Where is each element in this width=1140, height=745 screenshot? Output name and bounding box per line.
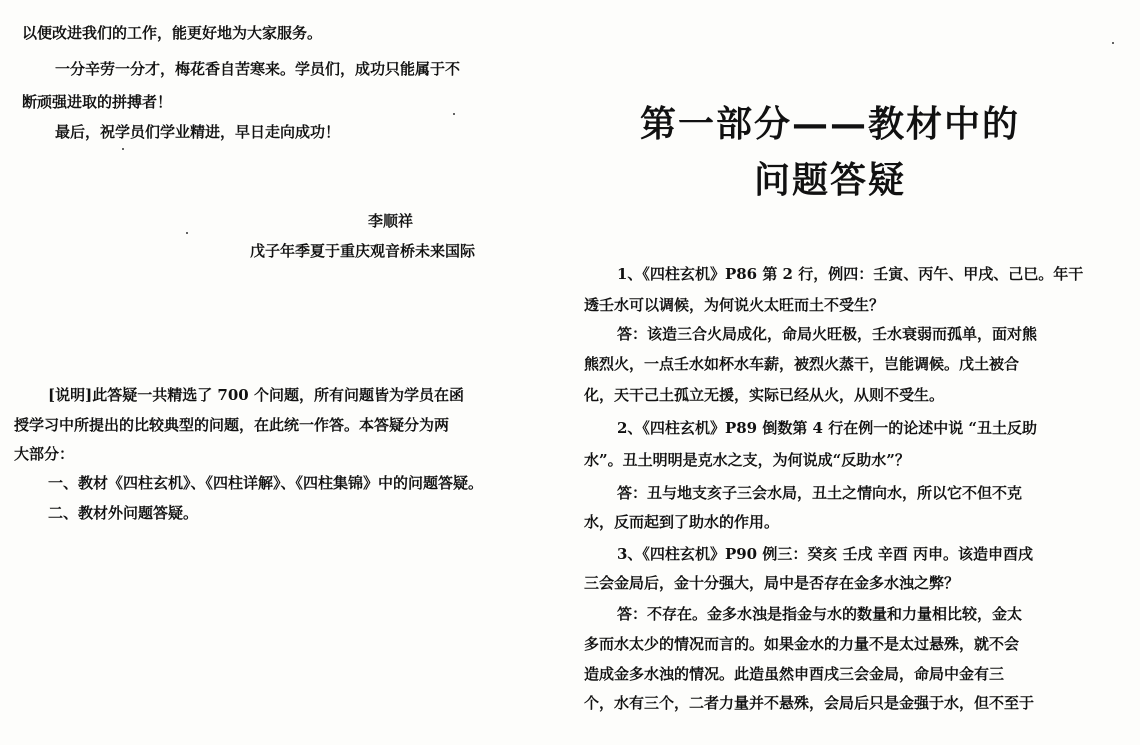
date-place: 戊子年季夏于重庆观音桥未来国际 xyxy=(250,242,476,260)
section-title-line-1: 第一部分——教材中的 xyxy=(639,103,1020,145)
note-line-4: 一、教材《四柱玄机》、《四柱详解》、《四柱集锦》中的问题答疑。 xyxy=(48,474,484,492)
qa-line-15: 个，水有三个，二者力量并不悬殊，会局后只是金强于水，但不至于 xyxy=(584,694,1035,712)
note-line-1: [说明]此答疑一共精选了 700 个问题，所有问题皆为学员在函 xyxy=(48,386,464,404)
qa-line-3: 答：该造三合火局成化，命局火旺极，壬水衰弱而孤单，面对熊 xyxy=(617,325,1038,343)
intro-line-2: 一分辛劳一分才，梅花香自苦寒来。学员们，成功只能属于不 xyxy=(55,60,461,78)
qa-line-6: 2、《四柱玄机》P89 倒数第 4 行在例一的论述中说 “丑土反助 xyxy=(617,419,1038,437)
intro-line-4: 最后，祝学员们学业精进，早日走向成功！ xyxy=(55,123,341,141)
qa-line-13: 多而水太少的情况而言的。如果金水的力量不是太过悬殊，就不会 xyxy=(584,635,1020,653)
left-page xyxy=(0,0,560,745)
qa-line-9: 水，反而起到了助水的作用。 xyxy=(584,513,780,531)
qa-line-4: 熊烈火，一点壬水如杯水车薪，被烈火蒸干，岂能调候。戊土被合 xyxy=(584,355,1020,373)
qa-line-1: 1、《四柱玄机》P86 第 2 行，例四：壬寅、丙午、甲戌、己巳。年干 xyxy=(617,265,1084,283)
qa-line-12: 答：不存在。金多水浊是指金与水的数量和力量相比较，金太 xyxy=(617,605,1023,623)
qa-line-8: 答：丑与地支亥子三会水局，丑土之情向水，所以它不但不克 xyxy=(617,484,1023,502)
intro-line-3: 断顽强进取的拼搏者！ xyxy=(22,93,173,111)
scan-speck xyxy=(1112,42,1114,44)
section-title xyxy=(630,96,1030,208)
scan-speck xyxy=(122,148,124,150)
section-title-line-2: 问题答疑 xyxy=(753,159,906,201)
intro-line-1: 以便改进我们的工作，能更好地为大家服务。 xyxy=(22,24,323,42)
qa-line-5: 化，天干己土孤立无援，实际已经从火，从则不受生。 xyxy=(584,386,945,404)
qa-line-14: 造成金多水浊的情况。此造虽然申酉戌三会金局，命局中金有三 xyxy=(584,665,1005,683)
note-line-5: 二、教材外问题答疑。 xyxy=(48,504,199,522)
note-line-2: 授学习中所提出的比较典型的问题，在此统一作答。本答疑分为两 xyxy=(14,416,450,434)
qa-line-2: 透壬水可以调候，为何说火太旺而土不受生？ xyxy=(584,296,885,314)
author-name: 李顺祥 xyxy=(368,212,414,230)
scan-speck xyxy=(453,113,455,115)
note-line-3: 大部分： xyxy=(14,445,75,463)
qa-line-11: 三会金局后，金十分强大，局中是否存在金多水浊之弊？ xyxy=(584,574,960,592)
qa-line-7: 水”。丑土明明是克水之支，为何说成“反助水”？ xyxy=(584,451,910,469)
qa-line-10: 3、《四柱玄机》P90 例三：癸亥 壬戌 辛酉 丙申。该造申酉戌 xyxy=(617,545,1033,563)
scan-speck xyxy=(186,232,188,234)
